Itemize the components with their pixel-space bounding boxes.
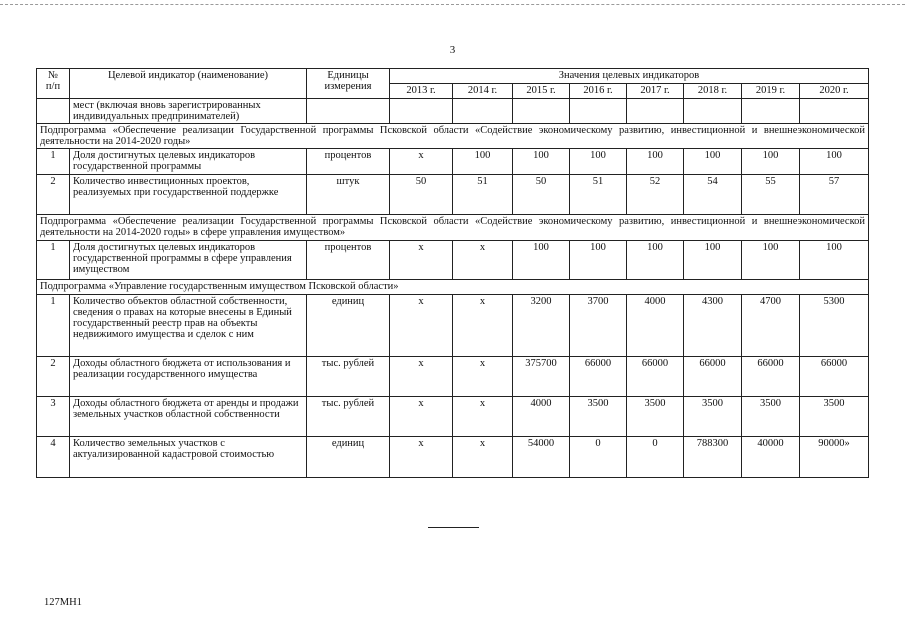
cell-value-2017: 3500 (627, 397, 684, 437)
cell-unit: процентов (307, 149, 390, 175)
cell-value-2019: 3500 (742, 397, 800, 437)
cell-value-2020: 66000 (800, 357, 869, 397)
cell-value (800, 99, 869, 124)
cell-value-2014: х (453, 241, 513, 280)
cell-indicator-name: Доходы областного бюджета от аренды и продажи земельных участков областной собственности (70, 397, 307, 437)
section-title: Подпрограмма «Управление государственным имуществом Псковской области» (37, 280, 869, 295)
header-num: № п/п (37, 69, 70, 99)
header-year: 2020 г. (800, 84, 869, 99)
cell-value-2013: х (390, 149, 453, 175)
header-year: 2013 г. (390, 84, 453, 99)
cell-value-2019: 66000 (742, 357, 800, 397)
cell-value-2013: х (390, 241, 453, 280)
cell-value-2017: 100 (627, 149, 684, 175)
section-title: Подпрограмма «Обеспечение реализации Государственной программы Псковской области «Содействие экономическому развитию, инвестиционной и внешнеэкономической деятельности на 2014-2020 годы» в сфере управления имуществом» (37, 215, 869, 241)
cell-value-2013: 50 (390, 175, 453, 215)
cell-num: 1 (37, 295, 70, 357)
cell-value (570, 99, 627, 124)
cell-value (627, 99, 684, 124)
cell-value-2013: х (390, 437, 453, 478)
cell-unit: единиц (307, 437, 390, 478)
cell-value-2016: 51 (570, 175, 627, 215)
header-year: 2014 г. (453, 84, 513, 99)
cell-value-2018: 3500 (684, 397, 742, 437)
cell-value (453, 99, 513, 124)
cell-value-2016: 3700 (570, 295, 627, 357)
cell-value-2020: 57 (800, 175, 869, 215)
cell-value-2018: 100 (684, 149, 742, 175)
cell-value-2016: 100 (570, 149, 627, 175)
cell-indicator-name: Количество объектов областной собственности, сведения о правах на которые внесены в Единый государственный реестр прав на объекты недвижимого имущества и сделок с ним (70, 295, 307, 357)
header-year: 2018 г. (684, 84, 742, 99)
cell-value (742, 99, 800, 124)
cell-indicator-name: Доходы областного бюджета от использования и реализации государственного имущества (70, 357, 307, 397)
table-row (37, 357, 869, 397)
cell-value-2019: 55 (742, 175, 800, 215)
cell-value-2020: 3500 (800, 397, 869, 437)
table-row (37, 149, 869, 175)
cell-value-2014: х (453, 295, 513, 357)
cell-value-2015: 100 (513, 149, 570, 175)
cell-value-2014: х (453, 357, 513, 397)
cell-value-2014: х (453, 437, 513, 478)
cell-value-2019: 40000 (742, 437, 800, 478)
cell-value-2017: 4000 (627, 295, 684, 357)
cell-value-2020: 5300 (800, 295, 869, 357)
cell-value-2014: 51 (453, 175, 513, 215)
page-number: 3 (449, 44, 456, 56)
table-row (37, 241, 869, 280)
cell-value (513, 99, 570, 124)
cell-num: 1 (37, 241, 70, 280)
cell-value-2017: 100 (627, 241, 684, 280)
cell-value-2016: 0 (570, 437, 627, 478)
cell-value (390, 99, 453, 124)
cell-num: 4 (37, 437, 70, 478)
cell-value-2015: 3200 (513, 295, 570, 357)
cell-value-2013: х (390, 295, 453, 357)
cell-value-2016: 3500 (570, 397, 627, 437)
cell-num (37, 99, 70, 124)
cell-value-2018: 54 (684, 175, 742, 215)
cell-value-2018: 4300 (684, 295, 742, 357)
cell-value-2017: 0 (627, 437, 684, 478)
cell-value-2015: 50 (513, 175, 570, 215)
header-indicator: Целевой индикатор (наименование) (70, 69, 307, 99)
cell-value-2018: 66000 (684, 357, 742, 397)
cell-unit: штук (307, 175, 390, 215)
cell-value-2020: 100 (800, 149, 869, 175)
continuation-row (37, 99, 869, 124)
header-units: Единицы измерения (307, 69, 390, 99)
cell-value-2019: 100 (742, 241, 800, 280)
document-code: 127МН1 (44, 597, 82, 608)
cell-indicator-name: Количество инвестиционных проектов, реализуемых при государственной поддержке (70, 175, 307, 215)
section-title: Подпрограмма «Обеспечение реализации Государственной программы Псковской области «Содействие экономическому развитию, инвестиционной и внешнеэкономической деятельности на 2014-2020 годы» (37, 124, 869, 149)
closing-rule (428, 527, 479, 528)
cell-value (684, 99, 742, 124)
cell-value-2017: 52 (627, 175, 684, 215)
cell-value-2016: 66000 (570, 357, 627, 397)
table-row (37, 295, 869, 357)
cell-num: 2 (37, 357, 70, 397)
header-row-top (37, 69, 869, 84)
cell-value-2020: 90000» (800, 437, 869, 478)
top-scan-rule (0, 4, 905, 5)
cell-value-2014: 100 (453, 149, 513, 175)
cell-value-2013: х (390, 357, 453, 397)
cell-value-2018: 100 (684, 241, 742, 280)
cell-unit: процентов (307, 241, 390, 280)
section-row (37, 124, 869, 149)
cell-indicator-name: Количество земельных участков с актуализированной кадастровой стоимостью (70, 437, 307, 478)
cell-value-2015: 100 (513, 241, 570, 280)
header-year: 2017 г. (627, 84, 684, 99)
cell-value-2015: 375700 (513, 357, 570, 397)
cell-value-2013: х (390, 397, 453, 437)
target-indicators-table (36, 68, 869, 478)
cell-unit: единиц (307, 295, 390, 357)
cell-unit: тыс. рублей (307, 357, 390, 397)
header-values: Значения целевых индикаторов (390, 69, 869, 84)
cell-value-2019: 4700 (742, 295, 800, 357)
cell-indicator-name: мест (включая вновь зарегистрированных индивидуальных предпринимателей) (70, 99, 307, 124)
cell-value-2014: х (453, 397, 513, 437)
cell-value-2015: 4000 (513, 397, 570, 437)
table-row (37, 437, 869, 478)
section-row (37, 215, 869, 241)
cell-value-2020: 100 (800, 241, 869, 280)
cell-value-2017: 66000 (627, 357, 684, 397)
header-year: 2015 г. (513, 84, 570, 99)
section-row (37, 280, 869, 295)
cell-indicator-name: Доля достигнутых целевых индикаторов государственной программы в сфере управления имуществом (70, 241, 307, 280)
cell-indicator-name: Доля достигнутых целевых индикаторов государственной программы (70, 149, 307, 175)
cell-num: 2 (37, 175, 70, 215)
cell-num: 3 (37, 397, 70, 437)
header-year: 2019 г. (742, 84, 800, 99)
table-row (37, 397, 869, 437)
cell-unit (307, 99, 390, 124)
header-year: 2016 г. (570, 84, 627, 99)
table-row (37, 175, 869, 215)
cell-num: 1 (37, 149, 70, 175)
cell-value-2018: 788300 (684, 437, 742, 478)
cell-value-2019: 100 (742, 149, 800, 175)
cell-value-2015: 54000 (513, 437, 570, 478)
cell-value-2016: 100 (570, 241, 627, 280)
cell-unit: тыс. рублей (307, 397, 390, 437)
